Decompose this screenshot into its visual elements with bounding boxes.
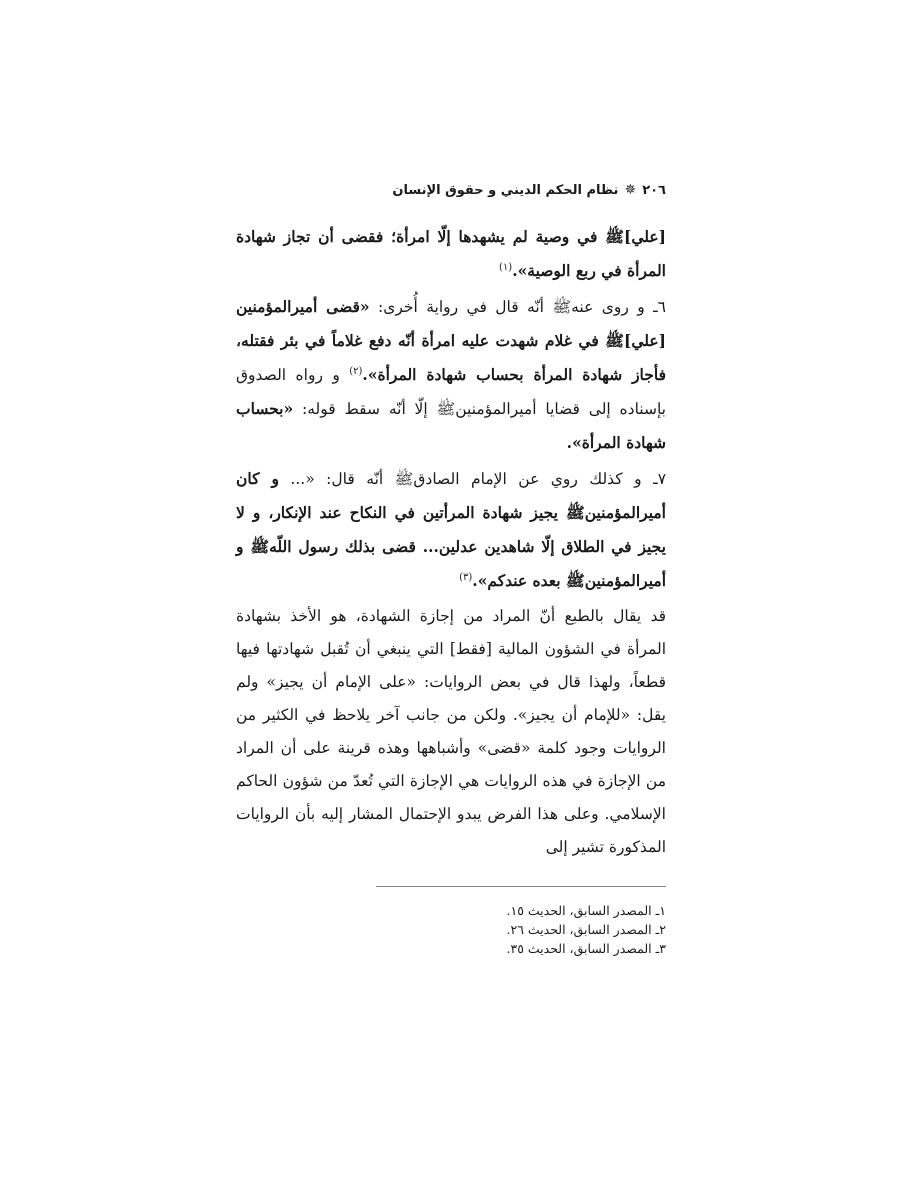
footnote-divider — [376, 886, 666, 887]
book-page — [236, 178, 666, 958]
star-ornament-icon: ✵ — [624, 182, 637, 198]
text-run: «قضى أميرالمؤمنين [علي]ﷺ في غلام شهدت عليه امرأة أنّه دفع غلاماً في بئر فقتله، فأجاز شهادة المرأة بحساب شهادة المرأة». — [236, 297, 666, 384]
footnote-ref: (١) — [499, 261, 513, 273]
text-run: و رواه الصدوق بإسناده إلى قضايا أميرالمؤمنينﷺ إلّا أنّه سقط قوله: — [236, 366, 666, 418]
footnote-ref: (٣) — [459, 571, 473, 583]
paragraph — [236, 220, 666, 288]
body-text — [236, 220, 666, 864]
paragraph — [236, 290, 666, 460]
text-run: [علي]ﷺ في وصية لم يشهدها إلّا امرأة؛ فقضى أن تجاز شهادة المرأة في ربع الوصية». — [236, 227, 666, 280]
text-run: و كان أميرالمؤمنينﷺ يجيز شهادة المرأتين في النكاح عند الإنكار، و لا يجيز في الطلاق إلّا شاهدين عدلين... قضى بذلك رسول اللّهﷺ و أميرالمؤمنينﷺ بعده عندكم». — [236, 469, 666, 590]
footnote-ref: (٢) — [349, 365, 363, 377]
footnotes — [236, 901, 666, 958]
running-head — [236, 178, 666, 202]
text-run: ٧ـ و كذلك روي عن الإمام الصادقﷺ أنّه قال: «... — [278, 470, 667, 488]
page-number: ٢٠٦ — [642, 182, 666, 198]
footnote-2: ٢ـ المصدر السابق، الحديث ٢٦. — [506, 922, 666, 937]
text-run: قد يقال بالطبع أنّ المراد من إجازة الشهادة، هو الأخذ بشهادة المرأة في الشؤون المالية [فقط] التي ينبغي أن تُقبل شهادتها فيها قطعاً، ولهذا قال في بعض الروايات: «على الإمام أن يجيز» ولم يقل: «للإمام أن يجيز». ولكن من جانب آخر يلاحظ في الكثير من الروايات وجود كلمة «قضى» وأشباهها وهذه قرينة على أن المراد من الإجازة في هذه الروايات هي الإجازة التي تُعدّ من شؤون الحاكم الإسلامي. وعلى هذا الفرض يبدو الإحتمال المشار إليه بأن الروايات المذكورة تشير إلى — [236, 607, 666, 856]
footnote-1: ١ـ المصدر السابق، الحديث ١٥. — [506, 903, 666, 918]
paragraph — [236, 462, 666, 598]
text-run: ٦ـ و روى عنهﷺ أنّه قال في رواية أُخرى: — [369, 298, 666, 316]
paragraph — [236, 600, 666, 864]
text-run: «بحساب شهادة المرأة». — [236, 399, 666, 452]
book-title: نظام الحكم الديني و حقوق الإنسان — [392, 182, 619, 198]
footnote-3: ٣ـ المصدر السابق، الحديث ٣٥. — [506, 941, 666, 956]
